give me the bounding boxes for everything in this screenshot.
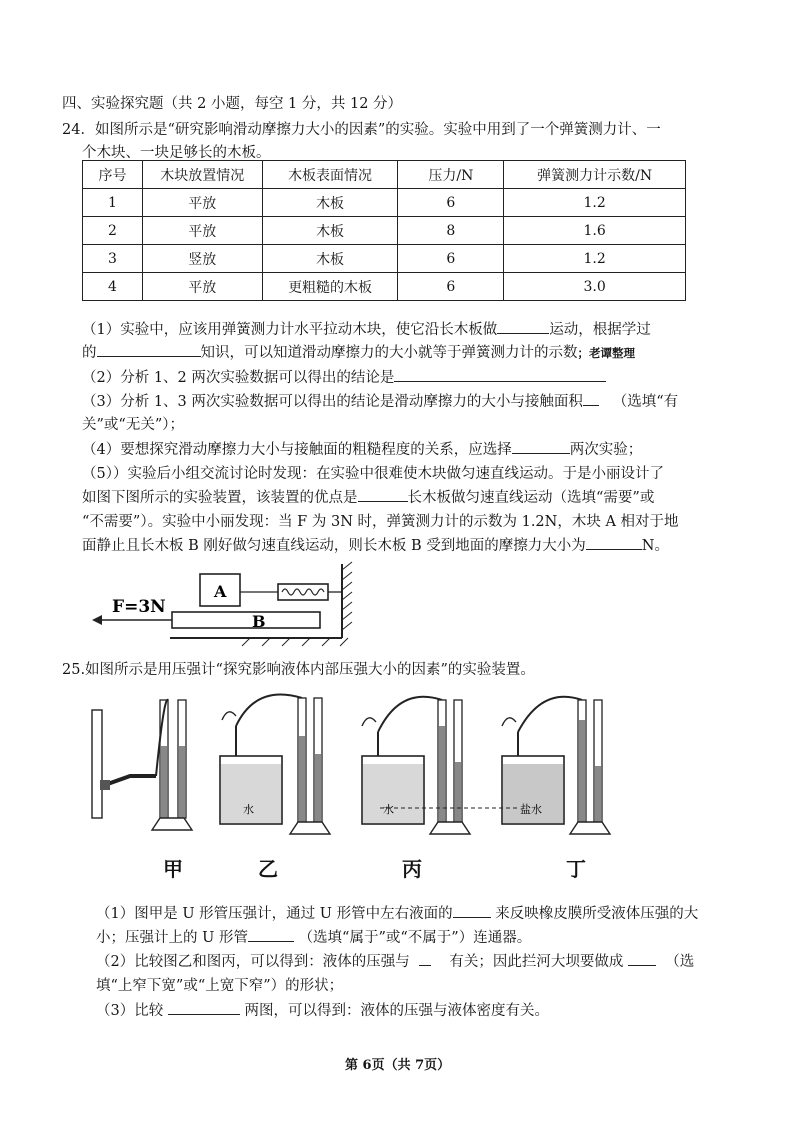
text: 长木板做匀速直线运动（选填“需要”或	[407, 490, 655, 506]
table-header: 压力/N	[398, 161, 504, 189]
text: 如图下图所示的实验装置，该装置的优点是	[82, 490, 358, 506]
table-cell: 木板	[262, 245, 398, 273]
table-cell: 1.2	[504, 189, 686, 217]
text: 两次实验；	[569, 442, 643, 458]
text: （选填“有	[612, 394, 679, 410]
table-header-row	[83, 161, 686, 189]
apparatus-jia	[92, 700, 192, 830]
table-cell: 2	[83, 217, 143, 245]
q25-intro: 25.如图所示是用压强计“探究影响液体内部压强大小的因素”的实验装置。	[62, 662, 535, 678]
liquid-label: 水	[243, 803, 254, 816]
page-footer: 第 6页（共 7页）	[345, 1058, 451, 1073]
figure-label-bing: 丙	[402, 857, 422, 881]
spring-scale	[278, 584, 328, 600]
answer-blank[interactable]	[512, 439, 570, 454]
text: （2）比较图乙和图丙，可以得到：液体的压强与	[96, 954, 410, 970]
q24-part5-line1: （5））实验后小组交流讨论时发现：在实验中很难使木块做匀速直线运动。于是小丽设计了	[82, 466, 664, 482]
text: 有关；因此拦河大坝要做成	[449, 954, 624, 970]
apparatus-ding	[502, 697, 610, 834]
table-cell: 更粗糙的木板	[262, 273, 398, 301]
answer-blank[interactable]	[628, 951, 656, 966]
text: 运动，根据学过	[549, 322, 651, 338]
text: （选填“属于”或“不属于”）连通器。	[298, 930, 532, 946]
arrow-head	[92, 615, 102, 625]
text: 两图，可以得到：液体的压强与液体密度有关。	[244, 1003, 549, 1019]
q25-part2-line1	[96, 950, 694, 971]
answer-blank[interactable]	[248, 927, 294, 942]
table-cell: 1.6	[504, 217, 686, 245]
answer-blank[interactable]	[358, 487, 408, 502]
apparatus-bing	[362, 697, 470, 834]
table-cell: 4	[83, 273, 143, 301]
text: 小；压强计上的 U 形管	[96, 930, 248, 946]
table-header: 序号	[83, 161, 143, 189]
table-cell: 平放	[142, 217, 262, 245]
q24-part2	[82, 366, 606, 387]
answer-blank[interactable]	[97, 342, 201, 357]
answer-blank[interactable]	[394, 367, 606, 382]
table-cell: 1.2	[504, 245, 686, 273]
table-header: 木板表面情况	[262, 161, 398, 189]
table-cell: 平放	[142, 273, 262, 301]
table-cell: 1	[83, 189, 143, 217]
answer-blank[interactable]	[583, 391, 599, 406]
table-header: 弹簧测力计示数/N	[504, 161, 686, 189]
figure-label-ding: 丁	[566, 857, 586, 881]
block-a-label: A	[214, 582, 227, 601]
table-row	[83, 273, 686, 301]
figure-label-yi: 乙	[258, 857, 278, 881]
table-header: 木块放置情况	[142, 161, 262, 189]
text: 的	[82, 345, 97, 361]
q25-part1-line2	[96, 926, 531, 947]
text: （1）图甲是 U 形管压强计，通过 U 形管中左右液面的	[96, 906, 453, 922]
experiment-table	[82, 160, 686, 301]
q24-part3-line1	[82, 390, 678, 411]
q24-part5-line2	[82, 486, 654, 507]
q24-part1-line2	[82, 341, 635, 362]
table-row	[83, 245, 686, 273]
section-heading: 四、实验探究题（共 2 小题，每空 1 分，共 12 分）	[62, 96, 403, 112]
table-cell: 6	[398, 189, 504, 217]
q24-part1-line1	[82, 318, 651, 339]
figure-label-jia: 甲	[163, 857, 183, 881]
pressure-gauge-figure	[80, 690, 640, 840]
table-row	[83, 189, 686, 217]
answer-blank[interactable]	[419, 951, 431, 966]
liquid-label: 盐水	[520, 803, 542, 816]
table-cell: 竖放	[142, 245, 262, 273]
text: （4）要想探究滑动摩擦力大小与接触面的粗糙程度的关系，应选择	[82, 442, 512, 458]
answer-blank[interactable]	[586, 535, 642, 550]
force-label: F=3N	[112, 597, 166, 617]
table-row	[83, 217, 686, 245]
table-cell: 6	[398, 245, 504, 273]
text: N。	[641, 538, 669, 554]
apparatus-yi	[220, 695, 330, 835]
table-cell: 木板	[262, 189, 398, 217]
q24-part5-line4	[82, 534, 669, 555]
table-cell: 3.0	[504, 273, 686, 301]
table-cell: 木板	[262, 217, 398, 245]
table-cell: 8	[398, 217, 504, 245]
answer-blank[interactable]	[453, 903, 491, 918]
q24-part4	[82, 438, 642, 459]
table-cell: 平放	[142, 189, 262, 217]
q25-part3	[96, 999, 549, 1020]
q24-intro-line-2: 个木块、一块足够长的木板。	[82, 145, 271, 161]
text: 来反映橡皮膜所受液体压强的大	[495, 906, 699, 922]
table-cell: 3	[83, 245, 143, 273]
q25-part2-line2: 填“上窄下宽”或“上宽下窄”）的形状；	[96, 978, 344, 994]
q25-part1-line1	[96, 902, 698, 923]
answer-blank[interactable]	[497, 319, 549, 334]
q24-part5-line3: “不需要”）。实验中小丽发现：当 F 为 3N 时，弹簧测力计的示数为 1.2N，木块 A 相对于地	[82, 514, 679, 530]
text: （2）分析 1、2 两次实验数据可以得出的结论是	[82, 370, 395, 386]
board-b	[172, 612, 320, 628]
text: （1）实验中，应该用弹簧测力计水平拉动木块，使它沿长木板做	[82, 322, 498, 338]
text: （选	[665, 954, 695, 970]
q24-part3-line2: 关”或“无关”）；	[82, 417, 184, 433]
text: 知识，可以知道滑动摩擦力的大小就等于弹簧测力计的示数	[200, 345, 578, 361]
wall-hatching	[342, 562, 352, 630]
liquid-label: 水	[383, 803, 394, 816]
friction-apparatus-figure	[90, 560, 360, 652]
board-b-label: B	[252, 612, 266, 631]
q24-intro-line-1: 24．如图所示是“研究影响滑动摩擦力大小的因素”的实验。实验中用到了一个弹簧测力计、一	[62, 122, 661, 138]
text: （3）比较	[96, 1003, 164, 1019]
watermark-note: ；老谭整理	[577, 346, 635, 360]
text: （3）分析 1、3 两次实验数据可以得出的结论是滑动摩擦力的大小与接触面积	[82, 394, 583, 410]
table-cell: 6	[398, 273, 504, 301]
answer-blank[interactable]	[168, 1000, 240, 1015]
ground-hatching	[242, 638, 348, 646]
text: 面静止且长木板 B 刚好做匀速直线运动，则长木板 B 受到地面的摩擦力大小为	[82, 538, 586, 554]
